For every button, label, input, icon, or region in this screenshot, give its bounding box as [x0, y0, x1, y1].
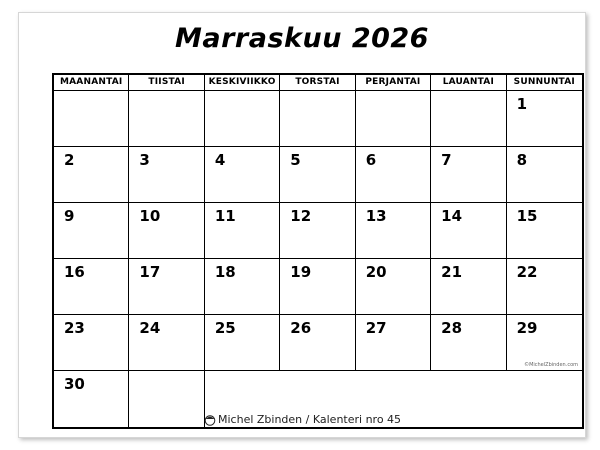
day-number: 2 — [64, 151, 75, 169]
day-cell — [54, 259, 129, 315]
day-number: 18 — [214, 263, 236, 281]
day-cell — [54, 371, 129, 427]
copyright-small: ©MichelZbinden.com — [524, 362, 578, 368]
day-number: 3 — [139, 151, 150, 169]
day-cell — [280, 203, 355, 259]
day-cell — [129, 259, 204, 315]
day-number: 28 — [441, 319, 463, 337]
day-number: 29 — [516, 319, 538, 337]
day-number: 12 — [290, 207, 312, 225]
day-cell — [129, 91, 204, 147]
day-number: 20 — [365, 263, 387, 281]
day-number: 19 — [290, 263, 312, 281]
day-cell — [280, 315, 355, 371]
weekday-header: LAUANTAI — [431, 75, 506, 91]
day-cell — [431, 147, 506, 203]
day-number: 9 — [64, 207, 75, 225]
day-cell — [129, 147, 204, 203]
weekday-header: SUNNUNTAI — [507, 75, 582, 91]
footer-text: Michel Zbinden / Kalenteri nro 45 — [218, 413, 402, 426]
day-cell — [507, 147, 582, 203]
day-cell — [54, 91, 129, 147]
day-cell — [356, 203, 431, 259]
day-cell — [431, 203, 506, 259]
day-cell — [356, 259, 431, 315]
day-number: 15 — [516, 207, 538, 225]
day-cell — [507, 203, 582, 259]
day-cell — [280, 91, 355, 147]
day-number: 7 — [441, 151, 452, 169]
day-number: 1 — [516, 95, 527, 113]
day-number: 14 — [441, 207, 463, 225]
day-cell — [205, 147, 280, 203]
day-number: 24 — [139, 319, 161, 337]
day-number: 16 — [64, 263, 85, 281]
day-cell — [205, 91, 280, 147]
day-number: 13 — [365, 207, 387, 225]
day-cell — [356, 315, 431, 371]
footer-credit — [204, 413, 401, 426]
day-number: 27 — [365, 319, 387, 337]
day-number: 21 — [441, 263, 463, 281]
day-number: 25 — [214, 319, 236, 337]
day-cell — [129, 203, 204, 259]
day-cell — [507, 259, 582, 315]
day-cell — [507, 315, 582, 371]
calendar-page — [18, 12, 586, 438]
day-number: 11 — [214, 207, 236, 225]
weekday-header: TORSTAI — [280, 75, 355, 91]
day-number: 6 — [365, 151, 377, 169]
day-cell — [280, 259, 355, 315]
calendar-title: Marraskuu 2026 — [175, 23, 429, 54]
weekday-header: PERJANTAI — [356, 75, 431, 91]
day-cell — [129, 371, 204, 427]
day-cell — [54, 315, 129, 371]
day-cell — [356, 147, 431, 203]
day-number: 10 — [139, 207, 161, 225]
calendar-grid — [52, 73, 584, 429]
day-number: 22 — [516, 263, 538, 281]
day-cell — [431, 315, 506, 371]
day-cell — [431, 259, 506, 315]
day-cell — [356, 91, 431, 147]
day-cell — [205, 315, 280, 371]
day-number: 30 — [64, 375, 85, 393]
day-cell — [129, 315, 204, 371]
day-cell — [54, 147, 129, 203]
day-number: 26 — [290, 319, 312, 337]
day-cell — [205, 203, 280, 259]
day-number: 17 — [139, 263, 161, 281]
day-cell — [280, 147, 355, 203]
day-number: 4 — [214, 151, 226, 169]
face-logo-icon — [204, 414, 216, 426]
day-number: 23 — [64, 319, 85, 337]
day-number: 5 — [290, 151, 301, 169]
day-number: 8 — [516, 151, 527, 169]
weekday-header: TIISTAI — [129, 75, 204, 91]
day-cell — [205, 259, 280, 315]
day-cell — [507, 91, 582, 147]
day-cell — [54, 203, 129, 259]
weekday-header: KESKIVIIKKO — [205, 75, 280, 91]
weekday-header: MAANANTAI — [54, 75, 129, 91]
day-cell — [431, 91, 506, 147]
